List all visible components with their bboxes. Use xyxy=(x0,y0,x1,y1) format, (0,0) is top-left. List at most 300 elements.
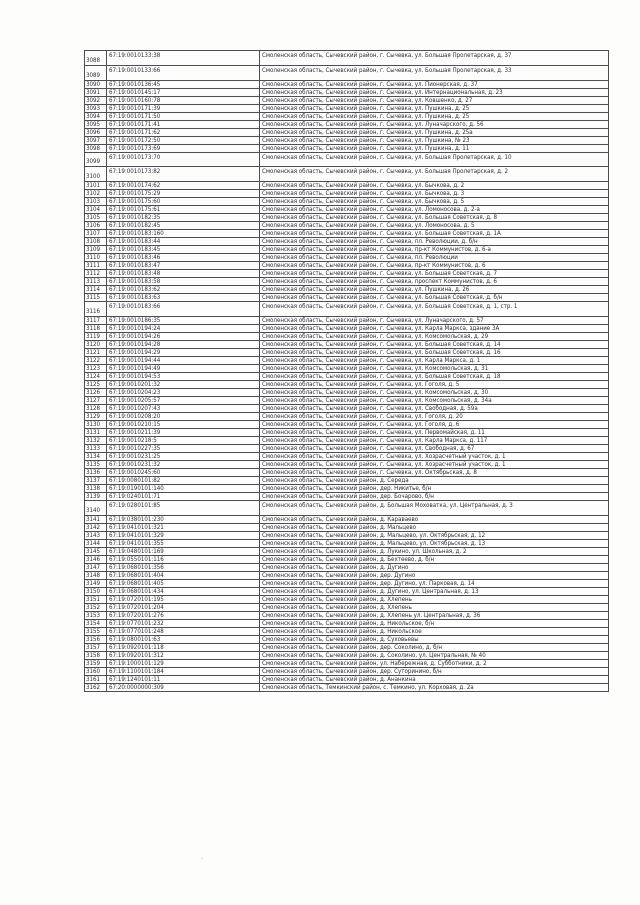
table-row xyxy=(85,563,609,571)
table-row xyxy=(85,104,609,112)
registry-table-body xyxy=(85,51,609,692)
row-number-cell: 3121 xyxy=(85,348,107,356)
table-row xyxy=(85,190,609,198)
table-row xyxy=(85,302,609,317)
row-number-cell: 3157 xyxy=(85,643,107,651)
row-number-cell: 3125 xyxy=(85,380,107,388)
registry-table xyxy=(84,50,609,692)
address-cell: Смоленская область, Сычевский район, г. Сычевка, ул. Пушкина, д. 25 xyxy=(260,104,609,112)
address-cell: Смоленская область, Сычевский район, г. Сычевка, ул. Комсомольская, д. 34а xyxy=(260,396,609,404)
address-cell: Смоленская область, Сычевский район, г. Сычевка, ул. Комсомольская, д. 29 xyxy=(260,332,609,340)
row-number-cell: 3120 xyxy=(85,340,107,348)
cadastral-number-cell: 67:19:0010231:32 xyxy=(107,460,260,468)
row-number-cell: 3109 xyxy=(85,246,107,254)
row-number-cell: 3122 xyxy=(85,356,107,364)
cadastral-number-cell: 67:19:0680101:405 xyxy=(107,579,260,587)
row-number-cell: 3123 xyxy=(85,364,107,372)
row-number-cell: 3124 xyxy=(85,372,107,380)
table-row xyxy=(85,332,609,340)
row-number-cell: 3129 xyxy=(85,412,107,420)
table-row xyxy=(85,683,609,691)
row-number-cell: 3159 xyxy=(85,659,107,667)
address-cell: Смоленская область, Сычевский район, г. Сычевка, пл. Революции, д. б/н xyxy=(260,238,609,246)
cadastral-number-cell: 67:19:0280101:85 xyxy=(107,500,260,515)
row-number-cell: 3110 xyxy=(85,254,107,262)
table-row xyxy=(85,595,609,603)
row-number-cell: 3136 xyxy=(85,468,107,476)
row-number-cell: 3106 xyxy=(85,222,107,230)
cadastral-number-cell: 67:19:0010174:62 xyxy=(107,182,260,190)
row-number-cell: 3143 xyxy=(85,531,107,539)
address-cell: Смоленская область, Сычевский район, г. Сычевка, ул. Бычкова, д. 3 xyxy=(260,190,609,198)
table-row xyxy=(85,51,609,66)
cadastral-number-cell: 67:19:0010171:41 xyxy=(107,120,260,128)
table-row xyxy=(85,515,609,523)
address-cell: Смоленская область, Сычевский район, г. Сычевка, ул. Большая Пролетарская, д. 37 xyxy=(260,51,609,66)
cadastral-number-cell: 67:19:0010133:66 xyxy=(107,65,260,80)
row-number-cell: 3127 xyxy=(85,396,107,404)
row-number-cell: 3116 xyxy=(85,302,107,317)
table-row xyxy=(85,388,609,396)
address-cell: Смоленская область, Сычевский район, г. Сычевка, ул. Большая Советская, д. 14 xyxy=(260,340,609,348)
row-number-cell: 3118 xyxy=(85,324,107,332)
table-row xyxy=(85,452,609,460)
cadastral-number-cell: 67:19:0010245:60 xyxy=(107,468,260,476)
table-row xyxy=(85,136,609,144)
cadastral-number-cell: 67:19:0770101:232 xyxy=(107,619,260,627)
row-number-cell: 3112 xyxy=(85,270,107,278)
table-row xyxy=(85,667,609,675)
row-number-cell: 3098 xyxy=(85,144,107,152)
row-number-cell: 3141 xyxy=(85,515,107,523)
cadastral-number-cell: 67:19:0010171:39 xyxy=(107,104,260,112)
row-number-cell: 3152 xyxy=(85,603,107,611)
table-row xyxy=(85,611,609,619)
cadastral-number-cell: 67:19:0010194:53 xyxy=(107,372,260,380)
address-cell: Смоленская область, Сычевский район, г. Сычевка, ул. Карла Маркса, здание 3А xyxy=(260,324,609,332)
row-number-cell: 3154 xyxy=(85,619,107,627)
address-cell: Смоленская область, Сычевский район, дер. Бочарово, б/н xyxy=(260,492,609,500)
table-row xyxy=(85,627,609,635)
address-cell: Смоленская область, Сычевский район, г. Сычевка, ул. Большая Советская, д. 1А xyxy=(260,230,609,238)
cadastral-number-cell: 67:19:0010182:45 xyxy=(107,222,260,230)
table-row xyxy=(85,547,609,555)
row-number-cell: 3105 xyxy=(85,214,107,222)
address-cell: Смоленская область, Сычевский район, г. Сычевка, ул. Ломоносова, д. 2-а xyxy=(260,206,609,214)
cadastral-number-cell: 67:19:0010183:62 xyxy=(107,286,260,294)
cadastral-number-cell: 67:19:0010183:58 xyxy=(107,278,260,286)
table-row xyxy=(85,254,609,262)
cadastral-number-cell: 67:19:0010171:50 xyxy=(107,112,260,120)
address-cell: Смоленская область, Сычевский район, г. Сычевка, ул. Большая Советская, д. 7 xyxy=(260,270,609,278)
address-cell: Смоленская область, Сычевский район, г. Сычевка, ул. Пушкина, № 23 xyxy=(260,136,609,144)
cadastral-number-cell: 67:19:0010160:78 xyxy=(107,96,260,104)
address-cell: Смоленская область, Сычевский район, д. Мальцево, ул. Октябрьская, д. 12 xyxy=(260,531,609,539)
cadastral-number-cell: 67:19:0010183:63 xyxy=(107,294,260,302)
address-cell: Смоленская область, Сычевский район, г. Сычевка, ул. Гоголя, д. 20 xyxy=(260,412,609,420)
row-number-cell: 3139 xyxy=(85,492,107,500)
row-number-cell: 3144 xyxy=(85,539,107,547)
table-row xyxy=(85,500,609,515)
address-cell: Смоленская область, Сычевский район, д. Дугино, ул. Центральная, д. 13 xyxy=(260,587,609,595)
cadastral-number-cell: 67:19:0010208:20 xyxy=(107,412,260,420)
cadastral-number-cell: 67:19:0010194:28 xyxy=(107,340,260,348)
cadastral-number-cell: 67:19:0010183:45 xyxy=(107,246,260,254)
row-number-cell: 3088 xyxy=(85,51,107,66)
cadastral-number-cell: 67:19:0010175:61 xyxy=(107,206,260,214)
cadastral-number-cell: 67:19:0410101:321 xyxy=(107,523,260,531)
table-row xyxy=(85,412,609,420)
address-cell: Смоленская область, Сычевский район, г. Сычевка, ул. Луначарского, д. 57 xyxy=(260,316,609,324)
table-row xyxy=(85,523,609,531)
table-row xyxy=(85,198,609,206)
address-cell: Смоленская область, Сычевский район, г. Сычевка, ул. Гоголя, д. 5 xyxy=(260,380,609,388)
table-row xyxy=(85,80,609,88)
table-row xyxy=(85,167,609,182)
cadastral-number-cell: 67:19:0010186:35 xyxy=(107,316,260,324)
cadastral-number-cell: 67:19:0720101:276 xyxy=(107,611,260,619)
address-cell: Смоленская область, Сычевский район, д. Ананкина xyxy=(260,675,609,683)
row-number-cell: 3119 xyxy=(85,332,107,340)
row-number-cell: 3113 xyxy=(85,278,107,286)
row-number-cell: 3103 xyxy=(85,198,107,206)
row-number-cell: 3097 xyxy=(85,136,107,144)
cadastral-number-cell: 67:19:0010182:35 xyxy=(107,214,260,222)
cadastral-number-cell: 67:20:0000000:309 xyxy=(107,683,260,691)
address-cell: Смоленская область, Сычевский район, д. Мальцево, ул. Октябрьская, д. 13 xyxy=(260,539,609,547)
cadastral-number-cell: 67:19:0920101:312 xyxy=(107,651,260,659)
address-cell: Смоленская область, Сычевский район, г. Сычевка, ул. Большая Пролетарская, д. 33 xyxy=(260,65,609,80)
cadastral-number-cell: 67:19:0010171:62 xyxy=(107,128,260,136)
cadastral-number-cell: 67:19:0190101:140 xyxy=(107,484,260,492)
table-row xyxy=(85,380,609,388)
cadastral-number-cell: 67:19:0410101:329 xyxy=(107,531,260,539)
address-cell: Смоленская область, Сычевский район, д. Хлепень ул. Центральная, д. 36 xyxy=(260,611,609,619)
address-cell: Смоленская область, Сычевский район, г. Сычевка, ул. Карла Маркса, д. 117 xyxy=(260,436,609,444)
table-row xyxy=(85,587,609,595)
row-number-cell: 3131 xyxy=(85,428,107,436)
table-row xyxy=(85,659,609,667)
address-cell: Смоленская область, Сычевский район, г. Сычевка, ул. Октябрьская, д. 8 xyxy=(260,468,609,476)
row-number-cell: 3104 xyxy=(85,206,107,214)
cadastral-number-cell: 67:19:0010183:44 xyxy=(107,238,260,246)
row-number-cell: 3147 xyxy=(85,563,107,571)
table-row xyxy=(85,404,609,412)
row-number-cell: 3102 xyxy=(85,190,107,198)
table-row xyxy=(85,428,609,436)
cadastral-number-cell: 67:19:0010173:69 xyxy=(107,144,260,152)
address-cell: Смоленская область, Сычевский район, д. Хлепень xyxy=(260,603,609,611)
cadastral-number-cell: 67:19:0010210:15 xyxy=(107,420,260,428)
address-cell: Смоленская область, Сычевский район, г. Сычевка, ул. Бычкова, д. 5 xyxy=(260,198,609,206)
table-row xyxy=(85,324,609,332)
cadastral-number-cell: 67:19:0010136:45 xyxy=(107,80,260,88)
row-number-cell: 3158 xyxy=(85,651,107,659)
row-number-cell: 3091 xyxy=(85,88,107,96)
address-cell: Смоленская область, Сычевский район, д. Суховьевы xyxy=(260,635,609,643)
table-row xyxy=(85,286,609,294)
table-row xyxy=(85,396,609,404)
cadastral-number-cell: 67:19:0010218:5 xyxy=(107,436,260,444)
cadastral-number-cell: 67:19:0010201:32 xyxy=(107,380,260,388)
table-row xyxy=(85,539,609,547)
address-cell: Смоленская область, Сычевский район, д. Бехтеево, д. б/н xyxy=(260,555,609,563)
row-number-cell: 3155 xyxy=(85,627,107,635)
address-cell: Смоленская область, Сычевский район, дер. Суторинино, б/н xyxy=(260,667,609,675)
table-row xyxy=(85,340,609,348)
table-row xyxy=(85,112,609,120)
table-row xyxy=(85,571,609,579)
table-row xyxy=(85,230,609,238)
address-cell: Смоленская область, Сычевский район, дер. Соколино, д. б/н xyxy=(260,643,609,651)
cadastral-number-cell: 67:19:0010194:44 xyxy=(107,356,260,364)
address-cell: Смоленская область, Сычевский район, д. Никольское xyxy=(260,627,609,635)
address-cell: Смоленская область, Сычевский район, г. Сычевка, пр-кт Коммунистов, д. 6 xyxy=(260,262,609,270)
cadastral-number-cell: 67:19:0920101:118 xyxy=(107,643,260,651)
table-row xyxy=(85,65,609,80)
cadastral-number-cell: 67:19:0010133:38 xyxy=(107,51,260,66)
address-cell: Смоленская область, Сычевский район, дер. Дугино, ул. Парковая, д. 14 xyxy=(260,579,609,587)
table-row xyxy=(85,579,609,587)
row-number-cell: 3150 xyxy=(85,587,107,595)
address-cell: Смоленская область, Сычевский район, г. Сычевка, ул. Хозрасчетный участок, д. 1 xyxy=(260,452,609,460)
cadastral-number-cell: 67:19:0010183:66 xyxy=(107,302,260,317)
table-row xyxy=(85,436,609,444)
cadastral-number-cell: 67:19:0010183:160 xyxy=(107,230,260,238)
cadastral-number-cell: 67:19:0010145:17 xyxy=(107,88,260,96)
address-cell: Смоленская область, Сычевский район, г. Сычевка, ул. Первомайская, д. 11 xyxy=(260,428,609,436)
table-row xyxy=(85,238,609,246)
cadastral-number-cell: 67:19:0720101:195 xyxy=(107,595,260,603)
row-number-cell: 3156 xyxy=(85,635,107,643)
address-cell: Смоленская область, Сычевский район, г. Сычевка, ул. Комсомольская, д. 31 xyxy=(260,364,609,372)
row-number-cell: 3100 xyxy=(85,167,107,182)
row-number-cell: 3132 xyxy=(85,436,107,444)
address-cell: Смоленская область, Сычевский район, г. Сычевка, ул. Пионерская, д. 37 xyxy=(260,80,609,88)
address-cell: Смоленская область, Сычевский район, г. Сычевка, ул. Большая Советская, д. 8 xyxy=(260,214,609,222)
row-number-cell: 3111 xyxy=(85,262,107,270)
row-number-cell: 3126 xyxy=(85,388,107,396)
row-number-cell: 3138 xyxy=(85,484,107,492)
cadastral-number-cell: 67:19:0010194:49 xyxy=(107,364,260,372)
table-row xyxy=(85,635,609,643)
address-cell: Смоленская область, Сычевский район, г. Сычевка, пр-кт Коммунистов, д. 6-а xyxy=(260,246,609,254)
address-cell: Смоленская область, Сычевский район, г. Сычевка, ул. Свободная, д. 59а xyxy=(260,404,609,412)
address-cell: Смоленская область, Сычевский район, д. Соколино, ул. Центральная, № 40 xyxy=(260,651,609,659)
table-row xyxy=(85,128,609,136)
cadastral-number-cell: 67:19:0010207:43 xyxy=(107,404,260,412)
table-row xyxy=(85,468,609,476)
table-row xyxy=(85,152,609,167)
table-row xyxy=(85,222,609,230)
address-cell: Смоленская область, Сычевский район, д. Лукино, ул. Школьная, д. 2 xyxy=(260,547,609,555)
cadastral-number-cell: 67:19:0680101:356 xyxy=(107,563,260,571)
cadastral-number-cell: 67:19:0240101:71 xyxy=(107,492,260,500)
row-number-cell: 3117 xyxy=(85,316,107,324)
table-row xyxy=(85,619,609,627)
cadastral-number-cell: 67:19:0680101:434 xyxy=(107,587,260,595)
row-number-cell: 3146 xyxy=(85,555,107,563)
row-number-cell: 3108 xyxy=(85,238,107,246)
row-number-cell: 3101 xyxy=(85,182,107,190)
cadastral-number-cell: 67:19:0010194:26 xyxy=(107,332,260,340)
address-cell: Смоленская область, Сычевский район, д. Мальцево xyxy=(260,523,609,531)
cadastral-number-cell: 67:19:0010172:50 xyxy=(107,136,260,144)
cadastral-number-cell: 67:19:1100101:184 xyxy=(107,667,260,675)
row-number-cell: 3128 xyxy=(85,404,107,412)
address-cell: Смоленская область, Сычевский район, г. Сычевка, ул. Большая Пролетарская, д. 10 xyxy=(260,152,609,167)
cadastral-number-cell: 67:19:0770101:248 xyxy=(107,627,260,635)
cadastral-number-cell: 67:19:0080101:82 xyxy=(107,476,260,484)
address-cell: Смоленская область, Сычевский район, г. Сычевка, ул. Комсомольская, д. 30 xyxy=(260,388,609,396)
address-cell: Смоленская область, Сычевский район, г. Сычевка, ул. Большая Пролетарская, д. 2 xyxy=(260,167,609,182)
address-cell: Смоленская область, Сычевский район, дер. Никитье, б/н xyxy=(260,484,609,492)
address-cell: Смоленская область, Сычевский район, д. Караваево xyxy=(260,515,609,523)
address-cell: Смоленская область, Сычевский район, ул. Набережная, д. Субботники, д. 2 xyxy=(260,659,609,667)
row-number-cell: 3153 xyxy=(85,611,107,619)
row-number-cell: 3115 xyxy=(85,294,107,302)
cadastral-number-cell: 67:19:0010231:25 xyxy=(107,452,260,460)
table-row xyxy=(85,246,609,254)
cadastral-number-cell: 67:19:0550101:116 xyxy=(107,555,260,563)
address-cell: Смоленская область, Сычевский район, г. Сычевка, ул. Пушкина, д. 25 xyxy=(260,112,609,120)
table-row xyxy=(85,492,609,500)
address-cell: Смоленская область, Сычевский район, г. Сычевка, ул. Свободная, д. 67 xyxy=(260,444,609,452)
address-cell: Смоленская область, Сычевский район, г. Сычевка, ул. Бычкова, д. 2 xyxy=(260,182,609,190)
cadastral-number-cell: 67:19:0720101:204 xyxy=(107,603,260,611)
row-number-cell: 3149 xyxy=(85,579,107,587)
row-number-cell: 3114 xyxy=(85,286,107,294)
table-row xyxy=(85,420,609,428)
address-cell: Смоленская область, Сычевский район, д. Хлепень xyxy=(260,595,609,603)
table-row xyxy=(85,372,609,380)
cadastral-number-cell: 67:19:0010183:46 xyxy=(107,254,260,262)
cadastral-number-cell: 67:19:0010194:29 xyxy=(107,348,260,356)
address-cell: Смоленская область, Сычевский район, г. Сычевка, ул. Пушкина, д. 26 xyxy=(260,286,609,294)
cadastral-number-cell: 67:19:0010211:39 xyxy=(107,428,260,436)
address-cell: Смоленская область, Сычевский район, г. Сычевка, ул. Большая Советская, д. 1, стр. 1 xyxy=(260,302,609,317)
row-number-cell: 3133 xyxy=(85,444,107,452)
table-row xyxy=(85,278,609,286)
table-row xyxy=(85,348,609,356)
address-cell: Смоленская область, Сычевский район, дер. Дугино xyxy=(260,571,609,579)
cadastral-number-cell: 67:19:0410101:355 xyxy=(107,539,260,547)
table-row xyxy=(85,651,609,659)
cadastral-number-cell: 67:19:0010175:60 xyxy=(107,198,260,206)
address-cell: Смоленская область, Сычевский район, г. Сычевка, ул. Пушкина, д. 25а xyxy=(260,128,609,136)
cadastral-number-cell: 67:19:0800101:63 xyxy=(107,635,260,643)
table-row xyxy=(85,262,609,270)
table-row xyxy=(85,675,609,683)
row-number-cell: 3162 xyxy=(85,683,107,691)
table-row xyxy=(85,460,609,468)
row-number-cell: 3093 xyxy=(85,104,107,112)
row-number-cell: 3160 xyxy=(85,667,107,675)
table-row xyxy=(85,294,609,302)
cadastral-number-cell: 67:19:0010204:23 xyxy=(107,388,260,396)
row-number-cell: 3096 xyxy=(85,128,107,136)
cadastral-number-cell: 67:19:1240101:11 xyxy=(107,675,260,683)
address-cell: Смоленская область, Сычевский район, г. Сычевка, ул. Пушкина, д. 11 xyxy=(260,144,609,152)
address-cell: Смоленская область, Сычевский район, г. Сычевка, ул. Ломоносова, д. 5 xyxy=(260,222,609,230)
address-cell: Смоленская область, Темкинский район, с. Темкино, ул. Корховая, д. 2а xyxy=(260,683,609,691)
row-number-cell: 3094 xyxy=(85,112,107,120)
address-cell: Смоленская область, Сычевский район, г. Сычевка, ул. Луначарского, д. 56 xyxy=(260,120,609,128)
table-row xyxy=(85,316,609,324)
cadastral-number-cell: 67:19:0480101:169 xyxy=(107,547,260,555)
cadastral-number-cell: 67:19:0010173:82 xyxy=(107,167,260,182)
table-row xyxy=(85,96,609,104)
row-number-cell: 3148 xyxy=(85,571,107,579)
address-cell: Смоленская область, Сычевский район, г. Сычевка, ул. Большая Советская, д. 18 xyxy=(260,372,609,380)
address-cell: Смоленская область, Сычевский район, д. Большая Моховатка, ул. Центральная, д. 3 xyxy=(260,500,609,515)
row-number-cell: 3090 xyxy=(85,80,107,88)
cadastral-number-cell: 67:19:1000101:129 xyxy=(107,659,260,667)
table-row xyxy=(85,356,609,364)
row-number-cell: 3130 xyxy=(85,420,107,428)
row-number-cell: 3135 xyxy=(85,460,107,468)
table-row xyxy=(85,120,609,128)
row-number-cell: 3095 xyxy=(85,120,107,128)
address-cell: Смоленская область, Сычевский район, г. Сычевка, ул. Карла Маркса, д. 1 xyxy=(260,356,609,364)
table-row xyxy=(85,364,609,372)
row-number-cell: 3099 xyxy=(85,152,107,167)
address-cell: Смоленская область, Сычевский район, д. Середа xyxy=(260,476,609,484)
row-number-cell: 3142 xyxy=(85,523,107,531)
table-row xyxy=(85,144,609,152)
table-row xyxy=(85,182,609,190)
row-number-cell: 3161 xyxy=(85,675,107,683)
address-cell: Смоленская область, Сычевский район, д. Никольское, б/н xyxy=(260,619,609,627)
row-number-cell: 3092 xyxy=(85,96,107,104)
cadastral-number-cell: 67:19:0010183:47 xyxy=(107,262,260,270)
scan-mark: · xyxy=(201,856,203,863)
address-cell: Смоленская область, Сычевский район, д. Дугино xyxy=(260,563,609,571)
table-row xyxy=(85,444,609,452)
row-number-cell: 3107 xyxy=(85,230,107,238)
table-row xyxy=(85,206,609,214)
table-row xyxy=(85,270,609,278)
cadastral-number-cell: 67:19:0010183:48 xyxy=(107,270,260,278)
address-cell: Смоленская область, Сычевский район, г. Сычевка, ул. Гоголя, д. 6 xyxy=(260,420,609,428)
row-number-cell: 3137 xyxy=(85,476,107,484)
address-cell: Смоленская область, Сычевский район, г. Сычевка, ул. Большая Советская, д. 16 xyxy=(260,348,609,356)
address-cell: Смоленская область, Сычевский район, г. Сычевка, ул. Большая Советская, д. б/н xyxy=(260,294,609,302)
table-row xyxy=(85,88,609,96)
table-row xyxy=(85,476,609,484)
table-row xyxy=(85,643,609,651)
table-row xyxy=(85,484,609,492)
table-row xyxy=(85,214,609,222)
row-number-cell: 3134 xyxy=(85,452,107,460)
row-number-cell: 3089 xyxy=(85,65,107,80)
address-cell: Смоленская область, Сычевский район, г. Сычевка, ул. Интернациональная, д. 23 xyxy=(260,88,609,96)
row-number-cell: 3145 xyxy=(85,547,107,555)
address-cell: Смоленская область, Сычевский район, г. Сычевка, ул. Хозрасчетный участок, д. 1 xyxy=(260,460,609,468)
cadastral-number-cell: 67:19:0010205:57 xyxy=(107,396,260,404)
table-row xyxy=(85,555,609,563)
cadastral-number-cell: 67:19:0010194:24 xyxy=(107,324,260,332)
address-cell: Смоленская область, Сычевский район, г. Сычевка, пл. Революции xyxy=(260,254,609,262)
table-row xyxy=(85,603,609,611)
row-number-cell: 3151 xyxy=(85,595,107,603)
table-row xyxy=(85,531,609,539)
address-cell: Смоленская область, Сычевский район, г. Сычевка, ул. Ковшенко, д. 27 xyxy=(260,96,609,104)
cadastral-number-cell: 67:19:0010173:70 xyxy=(107,152,260,167)
address-cell: Смоленская область, Сычевский район, г. Сычевка, проспект Коммунистов, д. 6 xyxy=(260,278,609,286)
cadastral-number-cell: 67:19:0380101:230 xyxy=(107,515,260,523)
row-number-cell: 3140 xyxy=(85,500,107,515)
